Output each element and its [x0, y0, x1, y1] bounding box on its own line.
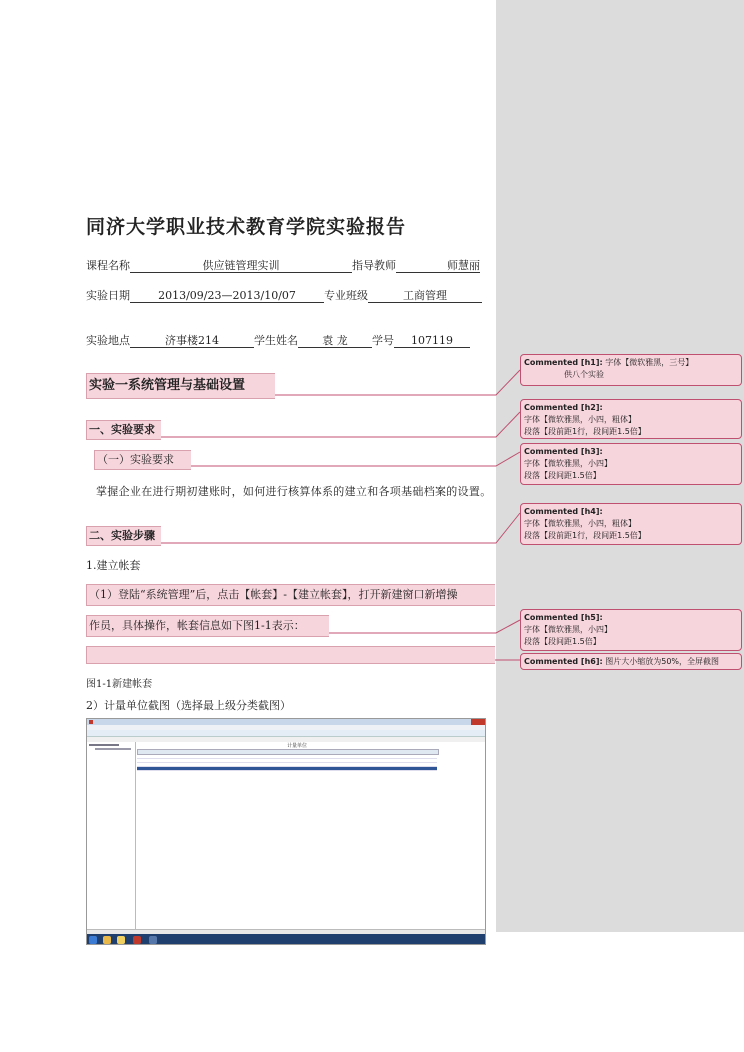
student-label: 学生姓名: [254, 334, 298, 347]
teacher-label: 指导教师: [352, 259, 396, 272]
subheading-requirements: （一）实验要求: [94, 450, 191, 470]
comment-tag: Commented [h2]:: [524, 403, 603, 412]
comment-h2[interactable]: [520, 399, 742, 439]
class-value: 工商管理: [368, 289, 482, 303]
start-icon: [89, 936, 97, 944]
student-value: 袁 龙: [298, 334, 372, 348]
connector-h4: [156, 513, 520, 543]
comment-text: 字体【微软雅黑，三号】: [605, 358, 694, 367]
comment-h5[interactable]: [520, 609, 742, 651]
tree-root: [89, 744, 119, 746]
id-value: 107119: [394, 334, 470, 348]
units-screenshot: [86, 718, 486, 945]
comment-text: 段落【段间距1.5倍】: [524, 637, 601, 646]
taskbar-icon: [103, 936, 111, 944]
heading-requirements: 一、实验要求: [86, 420, 161, 440]
comment-text: 字体【微软雅黑，小四，粗体】: [524, 519, 636, 528]
date-row: [86, 287, 482, 303]
connector-h3: [186, 452, 520, 466]
screenshot-tree: [87, 742, 136, 935]
paragraph-requirements: 掌握企业在进行期初建账时，如何进行核算体系的建立和各项基础档案的设置。: [96, 485, 492, 498]
figure-caption: 图1-1新建帐套: [86, 679, 153, 690]
class-label: 专业班级: [324, 289, 368, 302]
taskbar-icon: [149, 936, 157, 944]
comment-text: 图片大小缩放为50%，全屏截图: [605, 657, 720, 666]
comment-text: 供八个实验: [564, 370, 604, 379]
app-icon: [89, 720, 93, 724]
id-label: 学号: [372, 334, 394, 347]
taskbar-icon: [133, 936, 141, 944]
location-label: 实验地点: [86, 334, 130, 347]
screenshot-taskbar: [87, 934, 485, 945]
comment-text: 字体【微软雅黑，小四】: [524, 625, 612, 634]
connector-h5: [324, 620, 520, 633]
location-value: 济事楼214: [130, 334, 254, 348]
course-value: 供应链管理实训: [130, 259, 352, 273]
step-1-line-2: 作员，具体操作，帐套信息如下图1-1表示：: [86, 615, 329, 637]
step-create-account: 1.建立帐套: [86, 559, 141, 572]
step-units-screenshot: 2）计量单位截图（选择最上级分类截图）: [86, 699, 291, 712]
location-row: [86, 332, 470, 348]
comment-text: 段落【段前距1行，段间距1.5倍】: [524, 531, 646, 540]
comment-h6[interactable]: [520, 653, 742, 670]
screenshot-grid: [137, 742, 485, 935]
comment-tag: Commented [h4]:: [524, 507, 603, 516]
date-value: 2013/09/23—2013/10/07: [130, 289, 324, 303]
comment-tag: Commented [h3]:: [524, 447, 603, 456]
heading-steps: 二、实验步骤: [86, 526, 161, 546]
comment-text: 字体【微软雅黑，小四】: [524, 459, 612, 468]
comment-h3[interactable]: [520, 443, 742, 485]
report-title: 同济大学职业技术教育学院实验报告: [86, 216, 407, 238]
course-label: 课程名称: [86, 259, 130, 272]
comment-h1[interactable]: [520, 354, 742, 386]
taskbar-icon: [117, 936, 125, 944]
grid-title: 计量单位: [287, 743, 308, 749]
comment-tag: Commented [h6]:: [524, 657, 603, 666]
connector-h2: [156, 412, 520, 437]
image-placeholder-highlight: [86, 646, 495, 664]
comment-tag: Commented [h1]:: [524, 358, 603, 367]
tree-child: [95, 748, 131, 750]
connector-h1: [270, 370, 520, 395]
comment-text: 字体【微软雅黑，小四，粗体】: [524, 415, 636, 424]
teacher-value: 师慧丽: [396, 259, 480, 273]
comment-text: 段落【段前距1行，段间距1.5倍】: [524, 427, 646, 436]
course-row: [86, 257, 480, 273]
comment-h4[interactable]: [520, 503, 742, 545]
date-label: 实验日期: [86, 289, 130, 302]
step-1-line-1: （1）登陆“系统管理”后，点击【帐套】-【建立帐套】，打开新建窗口新增操: [86, 584, 495, 606]
screenshot-toolbar: [87, 730, 485, 737]
comment-text: 段落【段间距1.5倍】: [524, 471, 601, 480]
grid-row-selected: [137, 767, 437, 771]
comment-tag: Commented [h5]:: [524, 613, 603, 622]
heading-experiment-1: 实验一系统管理与基础设置: [86, 373, 275, 399]
